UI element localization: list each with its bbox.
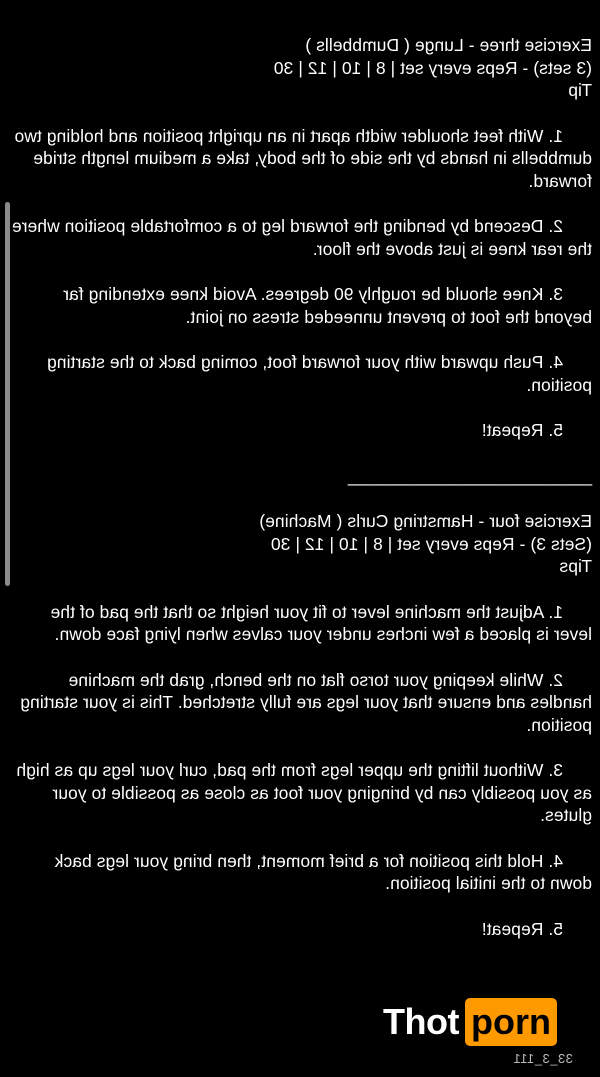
scrollbar[interactable] [5,202,10,586]
logo-text-thot: Thot [383,1001,459,1042]
exercise4-tip-label: Tips [559,556,592,576]
exercise3-step-2: 2. Descend by bending the forward leg to a comfortable position where the rear knee is just above the floor. [11,216,592,259]
exercise3-title: Exercise three - Lunge ( Dumbbells ) [305,35,592,55]
logo-text-porn: porn [465,998,557,1046]
exercise3-step-4: 4. Push upward with your forward foot, coming back to the starting position. [46,352,592,395]
section-divider: _________________________ [347,465,592,486]
exercise3-tip-label: Tip [568,80,592,100]
exercise4-step-5: 5. Repeat! [481,918,563,939]
exercise3-sets: (3 sets) - Reps every set | 8 | 10 | 12 | 30 [273,57,592,78]
exercise4-step-3: 3. Without lifting the upper legs from the pad, curl your legs up as high as you possibly can by bringing your foot as close as possible to your glutes. [16,760,592,825]
watermark-id [513,1051,573,1066]
exercise4-step-1: 1. Adjust the machine lever to fit your height so that the pad of the lever is placed a few inches under your calves when lying face down. [50,601,592,644]
exercise4-title: Exercise four - Hamstring Curls ( Machine) [259,511,592,531]
watermark-logo [383,997,557,1047]
notes-content [8,34,592,940]
exercise4-sets: (Sets 3) - Reps every set | 8 | 10 | 12 | 30 [270,533,592,554]
exercise3-step-3: 3. Knee should be roughly 90 degrees. Avoid knee extending far beyond the foot to prevent unneeded stress on joint. [63,284,592,327]
watermark-id-text: 33_3_111 [513,1051,573,1066]
exercise3-step-5: 5. Repeat! [481,420,563,440]
exercise4-step-4: 4. Hold this position for a brief moment, then bring your legs back down to the initial position. [54,850,592,893]
exercise4-step-2: 2. While keeping your torso flat on the bench, grab the machine handles and ensure that your legs are fully stretched. This is your starting position. [20,669,592,735]
exercise3-step-1: 1. With feet shoulder width apart in an upright position and holding two dumbbells in hands by the side of the body, take a medium length stride forward. [14,125,592,191]
